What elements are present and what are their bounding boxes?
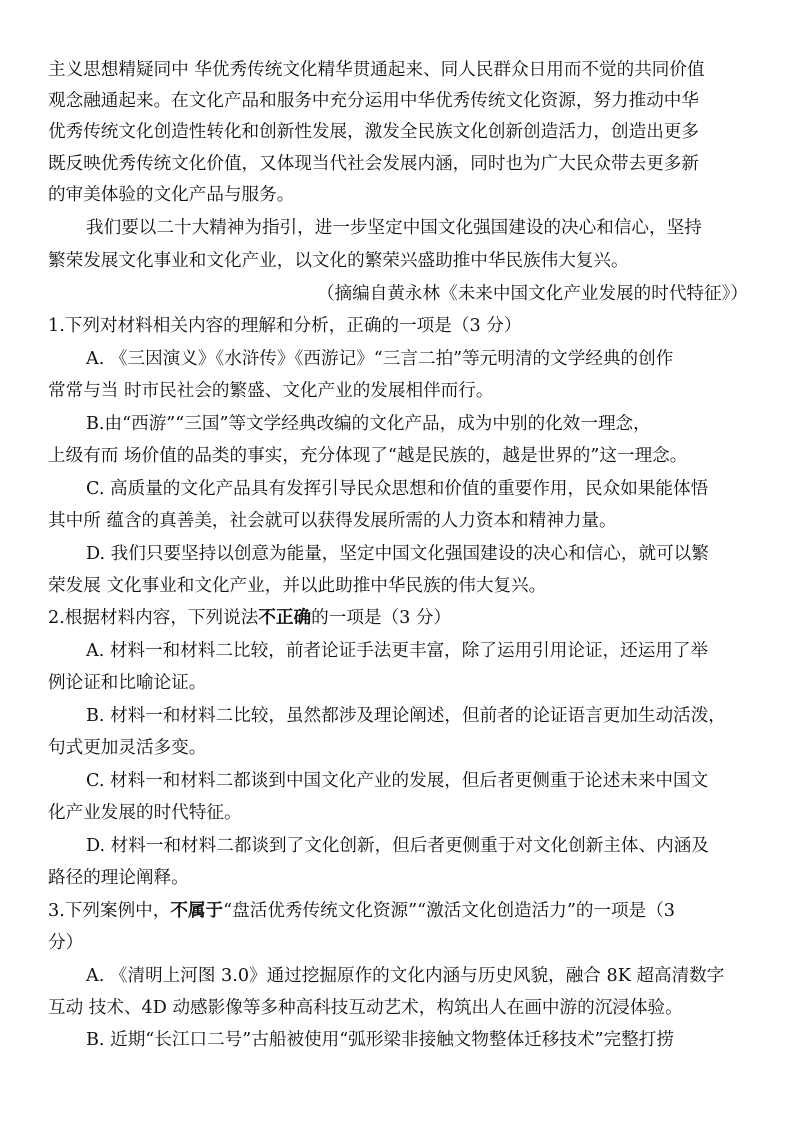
- q1-option-d: D. 我们只要坚持以创意为能量，坚定中国文化强国建设的决心和信心，就可以繁: [86, 544, 709, 564]
- q2-option-a-cont: 例论证和比喻论证。: [48, 673, 207, 693]
- q1-option-c-cont: 其中所 蕴含的真善美，社会就可以获得发展所需的人力资本和精神力量。: [48, 511, 617, 531]
- passage-line: 我们要以二十大精神为指引，进一步坚定中国文化强国建设的决心和信心，坚持: [86, 218, 702, 238]
- q3-option-a-cont: 互动 技术、4D 动感影像等多种高科技互动艺术，构筑出人在画中游的沉浸体验。: [48, 998, 683, 1018]
- q2-option-c: C. 材料一和材料二都谈到中国文化产业的发展，但后者更侧重于论述未来中国文: [86, 771, 709, 791]
- q1-option-c: C. 高质量的文化产品具有发挥引导民众思想和价值的重要作用，民众如果能体悟: [86, 479, 709, 499]
- q2-option-b: B. 材料一和材料二比较，虽然都涉及理论阐述，但前者的论证语言更加生动活泼，: [86, 706, 726, 726]
- passage-line: 观念融通起来。在文化产品和服务中充分运用中华优秀传统文化资源，努力推动中华: [48, 91, 699, 111]
- q1-option-a-cont: 常常与当 时市民社会的繁盛、文化产业的发展相伴而行。: [48, 381, 494, 401]
- passage-line: 繁荣发展文化事业和文化产业，以文化的繁荣兴盛助推中华民族伟大复兴。: [48, 251, 629, 271]
- passage-line: 优秀传统文化创造性转化和创新性发展，激发全民族文化创新创造活力，创造出更多: [48, 122, 699, 142]
- q2-option-d: D. 材料一和材料二都谈到了文化创新，但后者更侧重于对文化创新主体、内涵及: [86, 836, 709, 856]
- q3-option-b: B. 近期“长江口二号”古船被使用“弧形梁非接触文物整体迁移技术”完整打捞: [86, 1030, 674, 1050]
- q2-option-a: A. 材料一和材料二比较，前者论证手法更丰富，除了运用引用论证，还运用了举: [86, 641, 709, 661]
- emphasis-not-belong: 不属于: [170, 900, 224, 921]
- passage-line: 既反映优秀传统文化价值，又体现当代社会发展内涵，同时也为广大民众带去更多新: [48, 154, 699, 174]
- question-3-stem-cont: 分）: [48, 933, 84, 953]
- emphasis-not-correct: 不正确: [258, 607, 312, 628]
- q2-option-d-cont: 路径的理论阐释。: [48, 868, 189, 888]
- q1-option-b: B.由“西游”“三国”等文学经典改编的文化产品，成为中别的化效一理念，: [86, 414, 651, 434]
- q1-option-d-cont: 荣发展 文化事业和文化产业，并以此助推中华民族的伟大复兴。: [48, 576, 547, 596]
- q1-option-b-cont: 上级有而 场价值的品类的事实，充分体现了“越是民族的，越是世界的”这一理念。: [48, 446, 688, 466]
- question-2-stem: 2.根据材料内容，下列说法不正确的一项是（3 分）: [48, 607, 452, 628]
- passage-line: 主义思想精疑同中 华优秀传统文化精华贯通起来、同人民群众日用而不觉的共同价值: [48, 60, 705, 80]
- passage-line: 的审美体验的文化产品与服务。: [48, 185, 295, 205]
- question-3-stem: 3.下列案例中，不属于“盘活优秀传统文化资源”“激活文化创造活力”的一项是（3: [48, 900, 675, 921]
- q3-option-a: A. 《清明上河图 3.0》通过挖掘原作的文化内涵与历史风貌，融合 8K 超高清数字: [86, 966, 725, 986]
- question-1-stem: 1.下列对材料相关内容的理解和分析，正确的一项是（3 分）: [48, 316, 522, 336]
- q2-option-c-cont: 化产业发展的时代特征。: [48, 803, 242, 823]
- q1-option-a: A. 《三因演义》《水浒传》《西游记》“三言二拍”等元明清的文学经典的创作: [86, 349, 674, 369]
- passage-source: （摘编自黄永林《未来中国文化产业发展的时代特征》）: [316, 284, 748, 304]
- q2-option-b-cont: 句式更加灵活多变。: [48, 738, 207, 758]
